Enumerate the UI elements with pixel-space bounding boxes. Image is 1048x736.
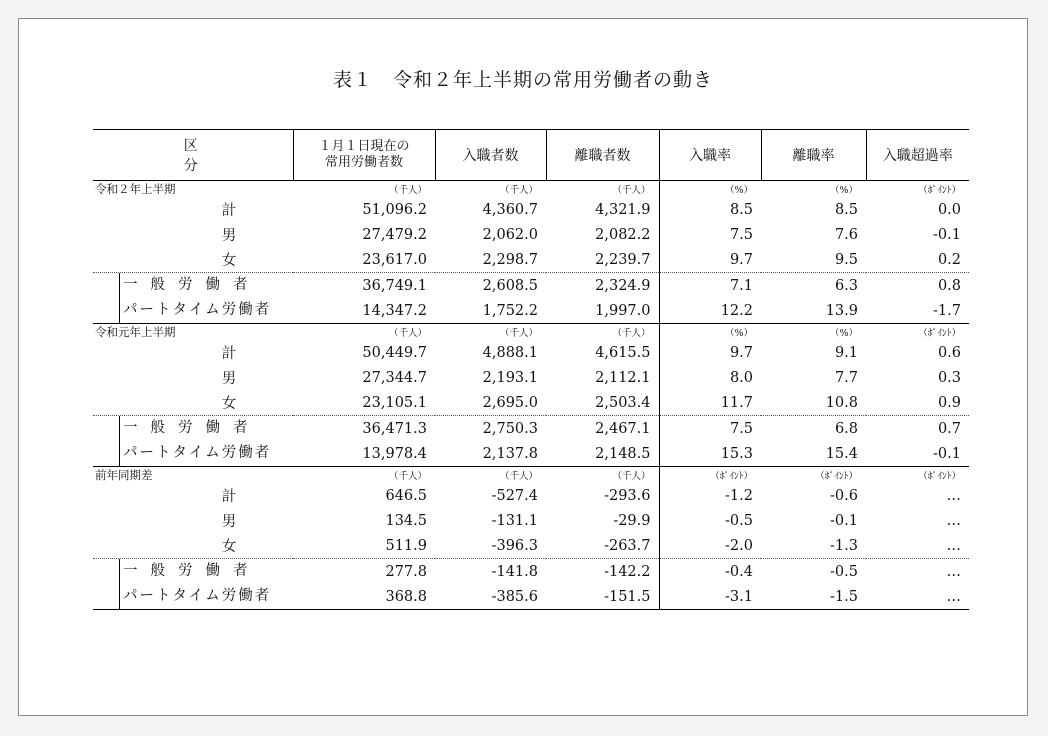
- document-page: [18, 18, 1028, 716]
- table-cell: …: [946, 537, 961, 554]
- table-cell: 2,112.1: [546, 365, 659, 390]
- unit-label: （千人）: [546, 467, 659, 484]
- table-cell: -142.2: [546, 559, 659, 585]
- row-label: [93, 298, 293, 324]
- table-cell: -0.1: [830, 512, 858, 529]
- table-cell: 2,137.8: [482, 445, 538, 462]
- table-cell: -396.3: [491, 537, 538, 554]
- table-cell: 2,750.3: [435, 416, 546, 442]
- row-label: [93, 559, 293, 585]
- table-cell: 6.3: [761, 273, 866, 299]
- table-cell: 11.7: [720, 394, 753, 411]
- group-unit-row: [93, 324, 969, 341]
- table-cell: 4,321.9: [546, 197, 659, 222]
- row-label: [93, 441, 293, 467]
- table-cell: -263.7: [546, 533, 659, 559]
- table-cell: 27,479.2: [362, 226, 427, 243]
- table-cell: 2,062.0: [482, 226, 538, 243]
- table-cell: 511.9: [385, 537, 427, 554]
- table-title: 表１ 令和２年上半期の常用労働者の動き: [332, 69, 713, 91]
- table-cell: 0.6: [937, 344, 961, 361]
- table-cell: …: [866, 584, 969, 610]
- unit-label: （千人）: [546, 181, 659, 198]
- table-cell: -385.6: [435, 584, 546, 610]
- table-cell: 0.7: [866, 416, 969, 442]
- row-label-text: パートタイム労働者: [119, 584, 285, 609]
- table-cell: 2,148.5: [546, 441, 659, 467]
- row-label: 計: [221, 203, 237, 219]
- unit-label: （千人）: [435, 324, 546, 341]
- table-cell: -1.3: [830, 537, 858, 554]
- table-cell: 4,615.5: [546, 340, 659, 365]
- table-cell: -0.1: [933, 226, 961, 243]
- table-cell: 51,096.2: [362, 201, 427, 218]
- table-cell: -0.4: [659, 559, 761, 585]
- table-cell: 7.5: [659, 416, 761, 442]
- table-cell: -29.9: [546, 508, 659, 533]
- table-cell: -527.4: [491, 487, 538, 504]
- table-cell: 0.3: [937, 369, 961, 386]
- unit-label: （千人）: [499, 185, 538, 196]
- row-label: 男: [221, 514, 237, 530]
- table-cell: -0.1: [933, 445, 961, 462]
- table-cell: 134.5: [385, 512, 427, 529]
- table-cell: -1.7: [933, 302, 961, 319]
- row-label: 男: [221, 228, 237, 244]
- table-cell: -1.2: [725, 487, 753, 504]
- table-row: [93, 483, 969, 508]
- table-cell: 8.5: [834, 201, 858, 218]
- table-cell: 36,749.1: [293, 273, 435, 299]
- unit-label: （ﾎﾟｲﾝﾄ）: [866, 324, 969, 341]
- table-cell: 0.8: [866, 273, 969, 299]
- table-cell: 0.2: [937, 251, 961, 268]
- table-cell: 4,360.7: [482, 201, 538, 218]
- table-cell: 6.8: [761, 416, 866, 442]
- unit-label: （千人）: [388, 185, 427, 196]
- table-cell: 8.0: [729, 369, 753, 386]
- table-cell: …: [946, 487, 961, 504]
- table-cell: 1,997.0: [546, 298, 659, 324]
- table-cell: 9.7: [729, 251, 753, 268]
- table-cell: -3.1: [659, 584, 761, 610]
- table-cell: …: [946, 512, 961, 529]
- group-unit-row: [93, 467, 969, 484]
- table-cell: 36,471.3: [293, 416, 435, 442]
- row-label: 女: [221, 539, 237, 555]
- table-row: [93, 247, 969, 273]
- table-row: [93, 441, 969, 467]
- header-separations: 離職者数: [546, 130, 659, 181]
- table-cell: 9.7: [729, 344, 753, 361]
- table-cell: 10.8: [825, 394, 858, 411]
- row-label: 計: [221, 489, 237, 505]
- table-cell: -0.5: [761, 559, 866, 585]
- group-label: 前年同期差: [93, 467, 293, 484]
- group-unit-row: [93, 181, 969, 198]
- row-label-text: 一般労働者: [119, 273, 285, 298]
- unit-label: （千人）: [435, 467, 546, 484]
- table-cell: 12.2: [720, 302, 753, 319]
- table-cell: -131.1: [491, 512, 538, 529]
- table-cell: 7.7: [834, 369, 858, 386]
- unit-label: （千人）: [546, 324, 659, 341]
- table-cell: 2,608.5: [435, 273, 546, 299]
- header-excess-hire-rate: 入職超過率: [866, 130, 969, 181]
- table-cell: -151.5: [546, 584, 659, 610]
- table-row: [93, 298, 969, 324]
- table-row: [93, 390, 969, 416]
- table-cell: 13,978.4: [362, 445, 427, 462]
- table-cell: 7.6: [834, 226, 858, 243]
- header-hire-rate: 入職率: [659, 130, 761, 181]
- table-cell: 7.1: [659, 273, 761, 299]
- table-cell: 2,298.7: [482, 251, 538, 268]
- header-row: [93, 130, 969, 181]
- row-label-text: 一般労働者: [119, 416, 285, 441]
- unit-label: （%）: [659, 324, 761, 341]
- table-cell: …: [866, 559, 969, 585]
- row-label: [93, 273, 293, 299]
- table-cell: 2,193.1: [482, 369, 538, 386]
- row-label-text: パートタイム労働者: [119, 298, 285, 323]
- table-cell: 0.0: [937, 201, 961, 218]
- table-cell: -0.6: [830, 487, 858, 504]
- table-cell: -0.5: [725, 512, 753, 529]
- table-cell: 15.3: [720, 445, 753, 462]
- table-row: [93, 197, 969, 222]
- table-body: [93, 181, 969, 610]
- table-cell: 8.5: [729, 201, 753, 218]
- header-hires: 入職者数: [435, 130, 546, 181]
- table-row: [93, 222, 969, 247]
- table-cell: 2,239.7: [546, 247, 659, 273]
- table-row: [93, 416, 969, 442]
- header-regular-workers: １月１日現在の 常用労働者数: [293, 130, 435, 181]
- unit-label: （ﾎﾟｲﾝﾄ）: [866, 467, 969, 484]
- table-row: [93, 365, 969, 390]
- table-cell: 14,347.2: [362, 302, 427, 319]
- table-cell: 2,695.0: [482, 394, 538, 411]
- table-cell: 7.5: [729, 226, 753, 243]
- row-label-text: パートタイム労働者: [119, 441, 285, 466]
- table-cell: 23,617.0: [362, 251, 427, 268]
- header-separation-rate: 離職率: [761, 130, 866, 181]
- table-row: [93, 533, 969, 559]
- unit-label: （%）: [724, 185, 753, 196]
- group-label: 令和元年上半期: [93, 324, 293, 341]
- table-cell: -2.0: [725, 537, 753, 554]
- table-cell: 9.5: [834, 251, 858, 268]
- table-cell: 277.8: [293, 559, 435, 585]
- table-cell: -293.6: [546, 483, 659, 508]
- row-label: [93, 416, 293, 442]
- table-cell: 50,449.7: [362, 344, 427, 361]
- table-cell: 646.5: [385, 487, 427, 504]
- unit-label: （千人）: [293, 324, 435, 341]
- table-cell: 368.8: [293, 584, 435, 610]
- unit-label: （%）: [761, 324, 866, 341]
- table-cell: -1.5: [761, 584, 866, 610]
- table-cell: 1,752.2: [482, 302, 538, 319]
- header-category: 区 分: [93, 130, 293, 181]
- table-row: [93, 273, 969, 299]
- table-cell: 2,503.4: [546, 390, 659, 416]
- table-cell: 23,105.1: [362, 394, 427, 411]
- table-row: [93, 508, 969, 533]
- table-cell: 15.4: [825, 445, 858, 462]
- unit-label: （ﾎﾟｲﾝﾄ）: [659, 467, 761, 484]
- table-cell: 9.1: [834, 344, 858, 361]
- unit-label: （ﾎﾟｲﾝﾄ）: [918, 185, 961, 196]
- table-cell: 2,082.2: [546, 222, 659, 247]
- group-label: 令和２年上半期: [95, 182, 176, 196]
- row-label: [93, 584, 293, 610]
- table-cell: 2,324.9: [546, 273, 659, 299]
- unit-label: （ﾎﾟｲﾝﾄ）: [761, 467, 866, 484]
- table-row: [93, 584, 969, 610]
- table-row: [93, 559, 969, 585]
- row-label: 女: [221, 396, 237, 412]
- unit-label: （%）: [829, 185, 858, 196]
- row-label: 男: [221, 371, 237, 387]
- table-cell: -141.8: [435, 559, 546, 585]
- table-cell: 2,467.1: [546, 416, 659, 442]
- row-label: 女: [221, 253, 237, 269]
- row-label: 計: [221, 346, 237, 362]
- table-cell: 27,344.7: [362, 369, 427, 386]
- table-cell: 13.9: [825, 302, 858, 319]
- table-cell: 4,888.1: [482, 344, 538, 361]
- unit-label: （千人）: [293, 467, 435, 484]
- labor-movement-table: [93, 129, 969, 610]
- row-label-text: 一般労働者: [119, 559, 285, 584]
- table-cell: 0.9: [937, 394, 961, 411]
- table-row: [93, 340, 969, 365]
